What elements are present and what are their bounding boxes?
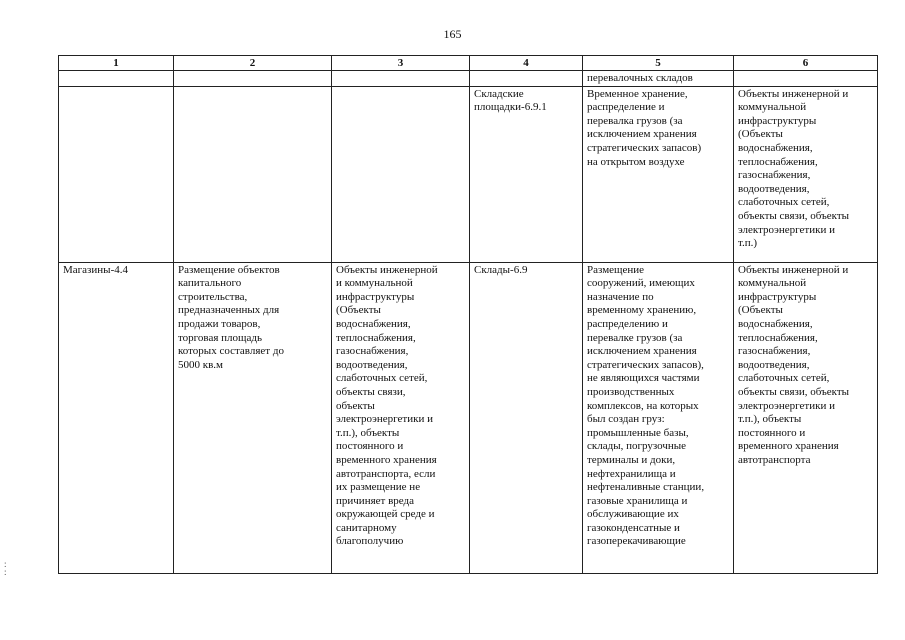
column-header: 6: [734, 56, 878, 71]
table-cell: Складские площадки-6.9.1: [470, 86, 583, 262]
table-cell: Магазины-4.4: [59, 262, 174, 573]
column-header: 3: [332, 56, 470, 71]
scan-margin-mark: : :: [4, 559, 7, 577]
table-header-row: [59, 56, 878, 71]
table-row: [59, 86, 878, 262]
table-cell: Объекты инженерной и коммунальной инфраструктуры (Объекты водоснабжения, теплоснабжения, газоснабжения, водоотведения, слаботочных сетей, объекты связи, объекты электроэнергетики и т.п.), объекты постоянного и временного хранения автотранспорта: [734, 262, 878, 573]
column-header: 2: [174, 56, 332, 71]
table-cell: Объекты инженерной и коммунальной инфраструктуры (Объекты водоснабжения, теплоснабжения, газоснабжения, водоотведения, слаботочных сетей, объекты связи, объекты электроэнергетики и т.п.), объекты постоянного и временного хранения автотранспорта, если их размещение не причиняет вреда окружающей среде и санитарному благополучию: [332, 262, 470, 573]
table-cell: Объекты инженерной и коммунальной инфраструктуры (Объекты водоснабжения, теплоснабжения, газоснабжения, водоотведения, слаботочных сетей, объекты связи, объекты электроэнергетики и т.п.): [734, 86, 878, 262]
table-cell: [332, 86, 470, 262]
table-cell: [174, 86, 332, 262]
table-row: [59, 262, 878, 573]
table-cell: [470, 71, 583, 87]
table-cell: [174, 71, 332, 87]
table-cell: Склады-6.9: [470, 262, 583, 573]
table-cell: перевалочных складов: [583, 71, 734, 87]
table-cell: Размещение сооружений, имеющих назначение по временному хранению, распределению и перевалке грузов (за исключением хранения стратегических запасов), не являющихся частями производственных комплексов, на которых был создан груз: промышленные базы, склады, погрузочные терминалы и доки, нефтехранилища и нефтеналивные станции, газовые хранилища и обслуживающие их газоконденсатные и газоперекачивающие: [583, 262, 734, 573]
table-cell: [332, 71, 470, 87]
table-cell: [59, 71, 174, 87]
table-cell: [734, 71, 878, 87]
column-header: 4: [470, 56, 583, 71]
table-cell: [59, 86, 174, 262]
table-cell: Временное хранение, распределение и перевалка грузов (за исключением хранения стратегических запасов) на открытом воздухе: [583, 86, 734, 262]
table-row: [59, 71, 878, 87]
zoning-table: [58, 55, 878, 574]
column-header: 1: [59, 56, 174, 71]
page-number: 165: [443, 27, 462, 41]
table-cell: Размещение объектов капитального строительства, предназначенных для продажи товаров, торговая площадь которых составляет до 5000 кв.м: [174, 262, 332, 573]
column-header: 5: [583, 56, 734, 71]
